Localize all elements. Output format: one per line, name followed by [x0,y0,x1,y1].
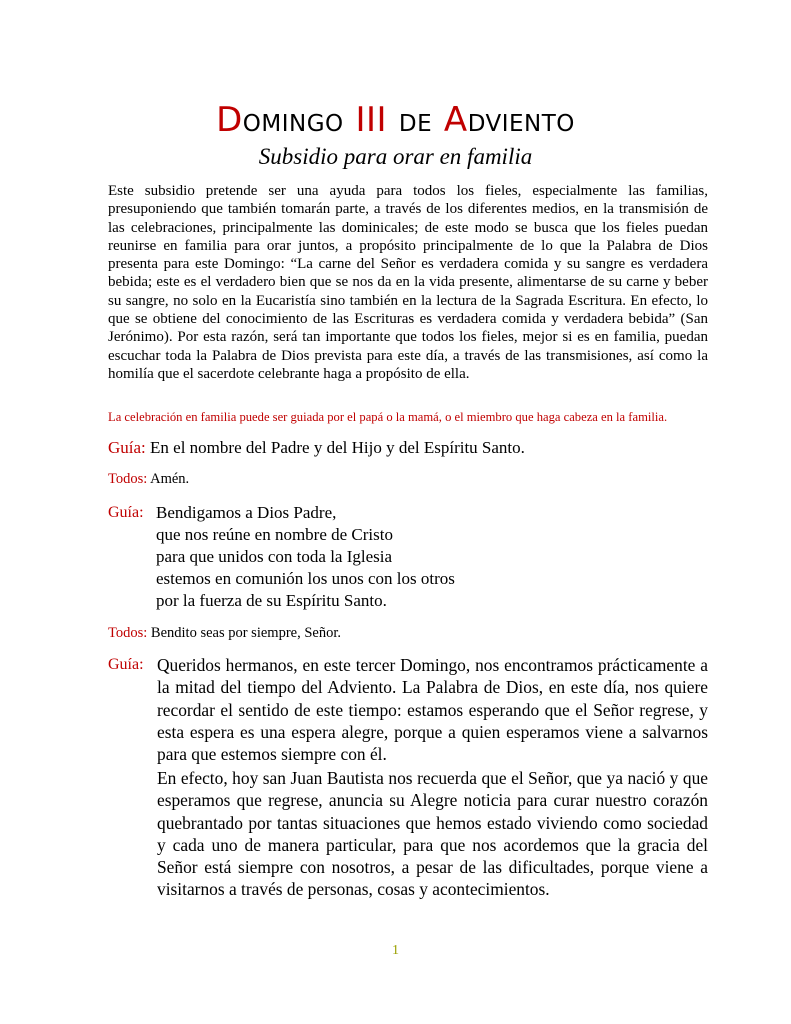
todos-line-2 [108,625,341,642]
page-title [0,100,791,140]
instruction-note: La celebración en familia puede ser guiada por el papá o la mamá, o el miembro que haga cabeza en la familia. [108,410,668,424]
todos-line-1 [108,471,189,488]
todos-label-2: Todos: [108,625,148,641]
title-word-numeral: III [355,100,388,140]
page-subtitle: Subsidio para orar en familia [258,144,533,169]
todos-text-1: Amén. [150,471,190,487]
prayer-line: por la fuerza de su Espíritu Santo. [156,591,387,610]
guia-label-2: Guía: [108,504,144,521]
guia-label-3: Guía: [108,656,144,673]
prayer-line: para que unidos con toda la Iglesia [156,547,393,566]
page-number: 1 [392,943,399,958]
title-word-de: DE [398,111,433,137]
title-word-domingo: DOMINGO [216,100,344,140]
title-word-adviento: ADVIENTO [443,100,575,140]
guia-line-1 [108,438,525,458]
todos-label: Todos: [108,471,148,487]
prayer-line: que nos reúne en nombre de Cristo [156,525,393,544]
guia-paragraph-2: En efecto, hoy san Juan Bautista nos recuerda que el Señor, que ya nació y que esperamos que regrese, anuncia su Alegre noticia para curar nuestro corazón quebrantado por tantas situaciones que hemos estado viviendo como sociedad y cada uno de manera particular, para que nos acordemos que la gracia del Señor está siempre con nosotros, a pesar de las dificultades, porque viene a visitarnos a través de personas, cosas y acontecimientos. [157,768,708,900]
guia-prayer-block [156,502,455,612]
guia-text-1: En el nombre del Padre y del Hijo y del Espíritu Santo. [150,438,525,457]
prayer-line: Bendigamos a Dios Padre, [156,503,337,522]
todos-text-2: Bendito seas por siempre, Señor. [150,625,341,641]
intro-paragraph: Este subsidio pretende ser una ayuda para todos los fieles, especialmente las familias, presuponiendo que también tomarán parte, a través de los diferentes medios, en la transmisión de las celebraciones, principalmente las dominicales; de este modo se busca que los fieles puedan reunirse en familia para orar juntos, a propósito principalmente de lo que la Palabra de Dios presenta para este Domingo: “La carne del Señor es verdadera comida y su sangre es verdadera bebida; este es el verdadero bien que se nos da en la vida presente, alimentarse de su carne y beber su sangre, no solo en la Eucaristía sino también en la lectura de la Sagrada Escritura. En efecto, lo que se obtiene del conocimiento de las Escrituras es verdadera comida y verdadera bebida” (San Jerónimo). Por esta razón, será tan importante que todos los fieles, mejor si es en familia, puedan escuchar toda la Palabra de Dios prevista para este día, a través de las transmisiones, así como la homilía que el sacerdote celebrante haga a propósito de ella. [108,183,708,382]
guia-label: Guía: [108,438,146,457]
prayer-line: estemos en comunión los unos con los otros [156,569,455,588]
guia-paragraph-1: Queridos hermanos, en este tercer Domingo, nos encontramos prácticamente a la mitad del tiempo del Adviento. La Palabra de Dios, en este día, nos quiere recordar el sentido de este tiempo: estamos esperando que el Señor regrese, y esta espera es una espera alegre, porque a quien esperamos viene a salvarnos para que estemos siempre con él. [157,655,708,765]
